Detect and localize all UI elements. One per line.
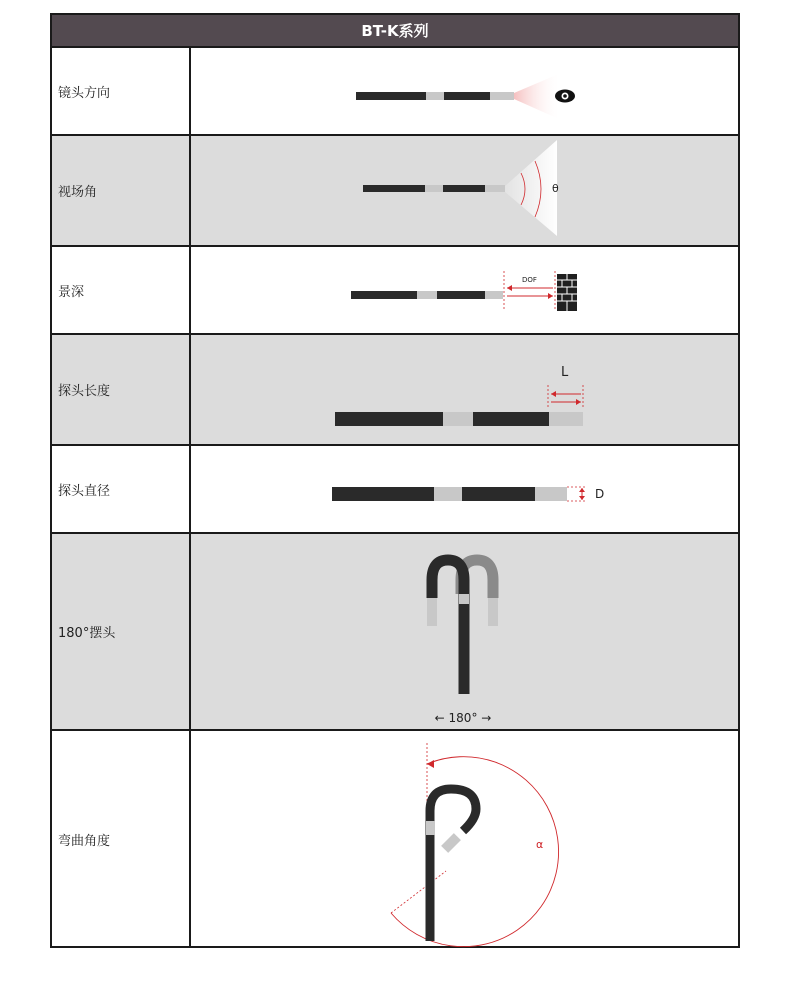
- field-of-view-figure: [191, 136, 738, 245]
- row-probe-length: [52, 333, 738, 444]
- probe-length-diagram: [191, 335, 738, 444]
- articulation-diagram: [191, 534, 738, 729]
- row-label: 弯曲角度: [52, 731, 191, 948]
- probe-joint: [426, 92, 444, 100]
- probe-tip: [535, 487, 567, 501]
- bend-angle-arc: [391, 757, 559, 947]
- table-title: BT-K系列: [52, 15, 738, 46]
- probe-cable-segment: [437, 291, 485, 299]
- spec-table: [50, 13, 740, 948]
- row-depth-of-field: [52, 245, 738, 333]
- probe-tip: [427, 598, 437, 626]
- row-label: 景深: [52, 247, 191, 333]
- probe-bend: [430, 789, 476, 941]
- probe-tip: [549, 412, 583, 426]
- bending-angle-figure: [191, 731, 738, 948]
- articulation-figure: [191, 534, 738, 729]
- probe-tip: [488, 598, 498, 626]
- probe-shaft: [459, 594, 469, 694]
- row-label: 视场角: [52, 136, 191, 245]
- probe-diameter-diagram: [191, 446, 738, 532]
- depth-of-field-diagram: [191, 247, 738, 333]
- theta-symbol: θ: [552, 182, 559, 195]
- probe-cable-segment: [335, 412, 443, 426]
- probe-joint: [426, 821, 435, 835]
- probe-tip: [490, 92, 514, 100]
- lens-direction-diagram: [191, 48, 738, 134]
- alpha-symbol: α: [536, 838, 544, 851]
- probe-joint: [417, 291, 437, 299]
- dof-label: DOF: [522, 276, 537, 284]
- row-label: 探头直径: [52, 446, 191, 532]
- diameter-label: D: [595, 487, 605, 501]
- row-180-articulation: [52, 532, 738, 729]
- bending-angle-diagram: [191, 731, 738, 948]
- probe-cable-segment: [332, 487, 434, 501]
- probe-diameter-figure: [191, 446, 738, 532]
- probe-cable-segment: [356, 92, 426, 100]
- probe-tip: [441, 833, 461, 853]
- row-probe-diameter: [52, 444, 738, 532]
- probe-cable-segment: [462, 487, 535, 501]
- row-label: 镜头方向: [52, 48, 191, 134]
- probe-joint: [459, 594, 469, 604]
- probe-length-figure: [191, 335, 738, 444]
- probe-joint: [425, 185, 443, 192]
- view-cone: [505, 140, 557, 236]
- probe-tip: [485, 291, 503, 299]
- probe-tip: [485, 185, 505, 192]
- row-bending-angle: [52, 729, 738, 948]
- probe-cable-segment: [444, 92, 490, 100]
- row-field-of-view: [52, 134, 738, 245]
- probe-joint: [443, 412, 473, 426]
- articulation-label: ← 180° →: [434, 711, 492, 725]
- probe-cable-segment: [363, 185, 425, 192]
- reference-line: [391, 871, 446, 913]
- depth-of-field-figure: [191, 247, 738, 333]
- length-label: L: [561, 365, 569, 380]
- field-of-view-diagram: [191, 136, 738, 245]
- probe-cable-segment: [443, 185, 485, 192]
- row-label: 180°摆头: [52, 534, 191, 729]
- probe-cable-segment: [473, 412, 549, 426]
- row-label: 探头长度: [52, 335, 191, 444]
- view-cone: [514, 73, 561, 120]
- brick-wall-icon: [557, 274, 577, 311]
- row-lens-direction: [52, 46, 738, 134]
- probe-cable-segment: [351, 291, 417, 299]
- eye-icon: [555, 90, 575, 103]
- probe-joint: [434, 487, 462, 501]
- lens-direction-figure: [191, 48, 738, 134]
